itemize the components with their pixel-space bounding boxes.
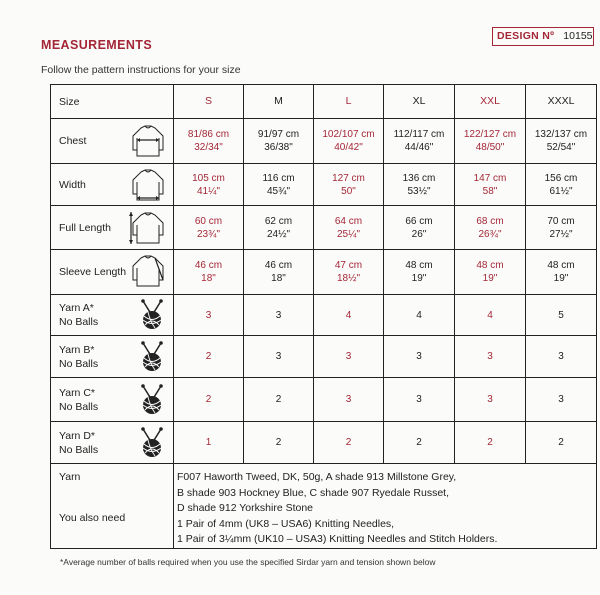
measurement-cell: 3 (455, 378, 526, 422)
measurement-cell: 60 cm 23¾" (174, 206, 244, 250)
measurement-cell: 48 cm 19" (384, 250, 455, 295)
size-xxxl: XXXL (526, 85, 597, 119)
measurement-cell: 127 cm 50" (314, 164, 384, 206)
measurement-cell: 112/117 cm 44/46" (384, 119, 455, 164)
measurement-cell: 5 (526, 295, 597, 336)
full-length-row (51, 206, 597, 250)
measurement-cell: 2 (455, 422, 526, 464)
measurement-cell: 3 (244, 336, 314, 378)
measurement-cell: 2 (314, 422, 384, 464)
measurement-cell: 4 (455, 295, 526, 336)
measurement-cell: 3 (244, 295, 314, 336)
measurement-cell: 68 cm 26¾" (455, 206, 526, 250)
yarn-info-row (51, 464, 597, 549)
size-l: L (314, 85, 384, 119)
row-label-yarn-c: Yarn C* No Balls (51, 378, 174, 422)
chest-row (51, 119, 597, 164)
yarn-ball-icon (137, 384, 167, 416)
measurement-cell: 2 (244, 422, 314, 464)
measurement-cell: 136 cm 53½" (384, 164, 455, 206)
measurement-cell: 2 (384, 422, 455, 464)
measurement-cell: 3 (384, 378, 455, 422)
measurement-cell: 66 cm 26" (384, 206, 455, 250)
size-header-row (51, 85, 597, 119)
yarn-info-text (174, 464, 597, 549)
measurement-cell: 47 cm 18½" (314, 250, 384, 295)
width-icon (129, 168, 167, 202)
measurement-cell: 116 cm 45¾" (244, 164, 314, 206)
yarn-ball-icon (137, 427, 167, 459)
yarn-line: F007 Haworth Tweed, DK, 50g, A shade 913 Millstone Grey, (177, 471, 457, 483)
measurement-cell: 3 (384, 336, 455, 378)
measurement-cell: 2 (244, 378, 314, 422)
yarn-ball-icon (137, 299, 167, 331)
measurement-cell: 46 cm 18" (174, 250, 244, 295)
needles-line: 1 Pair of 3¼mm (UK10 – USA3) Knitting Needles and Stitch Holders. (177, 533, 498, 545)
measurement-cell: 91/97 cm 36/38" (244, 119, 314, 164)
yarn-line: B shade 903 Hockney Blue, C shade 907 Ryedale Russet, (177, 486, 450, 499)
measurement-cell: 3 (174, 295, 244, 336)
page-title: MEASUREMENTS (41, 38, 153, 52)
measurement-cell: 4 (384, 295, 455, 336)
size-s: S (174, 85, 244, 119)
measurement-cell: 2 (174, 336, 244, 378)
measurement-cell: 3 (526, 336, 597, 378)
design-label: DESIGN Nº (497, 30, 555, 42)
subtitle: Follow the pattern instructions for your size (41, 64, 241, 76)
yarn-label: Yarn (59, 471, 81, 483)
size-xl: XL (384, 85, 455, 119)
measurement-cell: 3 (526, 378, 597, 422)
measurement-cell: 46 cm 18" (244, 250, 314, 295)
sleeve-length-row (51, 250, 597, 295)
measurement-cell: 70 cm 27½" (526, 206, 597, 250)
row-label-chest: Chest (51, 119, 174, 164)
row-label-yarn-b: Yarn B* No Balls (51, 336, 174, 378)
you-also-need-label: You also need (59, 512, 126, 524)
row-label-yarn-a: Yarn A* No Balls (51, 295, 174, 336)
yarn-d-row (51, 422, 597, 464)
measurements-table (50, 84, 597, 549)
yarn-ball-icon (137, 341, 167, 373)
needles-line: 1 Pair of 4mm (UK8 – USA6) Knitting Needles, (177, 517, 395, 530)
size-m: M (244, 85, 314, 119)
yarn-line: D shade 912 Yorkshire Stone (177, 502, 314, 514)
measurement-cell: 62 cm 24½" (244, 206, 314, 250)
measurement-cell: 48 cm 19" (526, 250, 597, 295)
yarn-c-row (51, 378, 597, 422)
chest-icon (129, 124, 167, 158)
row-label-full-length: Full Length (51, 206, 174, 250)
measurement-cell: 122/127 cm 48/50" (455, 119, 526, 164)
measurement-cell: 156 cm 61½" (526, 164, 597, 206)
measurement-cell: 102/107 cm 40/42" (314, 119, 384, 164)
measurement-cell: 3 (314, 336, 384, 378)
size-xxl: XXL (455, 85, 526, 119)
footnote: *Average number of balls required when you use the specified Sirdar yarn and tension shown below (60, 557, 436, 567)
row-label-sleeve-length: Sleeve Length (51, 250, 174, 295)
row-label-width: Width (51, 164, 174, 206)
measurement-cell: 105 cm 41¼" (174, 164, 244, 206)
yarn-a-row (51, 295, 597, 336)
measurement-cell: 132/137 cm 52/54" (526, 119, 597, 164)
measurement-cell: 64 cm 25¼" (314, 206, 384, 250)
measurement-cell: 81/86 cm 32/34" (174, 119, 244, 164)
measurement-cell: 147 cm 58" (455, 164, 526, 206)
measurement-cell: 3 (314, 378, 384, 422)
yarn-info-labels (51, 464, 174, 549)
design-number: 10155 (563, 30, 593, 42)
measurement-cell: 1 (174, 422, 244, 464)
measurement-cell: 48 cm 19" (455, 250, 526, 295)
row-label-yarn-d: Yarn D* No Balls (51, 422, 174, 464)
measurement-cell: 2 (526, 422, 597, 464)
yarn-b-row (51, 336, 597, 378)
sleeve-length-icon (129, 254, 167, 290)
width-row (51, 164, 597, 206)
design-number-box (492, 27, 594, 46)
size-label: Size (51, 85, 174, 119)
full-length-icon (127, 209, 167, 247)
measurement-cell: 4 (314, 295, 384, 336)
measurement-cell: 3 (455, 336, 526, 378)
measurement-cell: 2 (174, 378, 244, 422)
